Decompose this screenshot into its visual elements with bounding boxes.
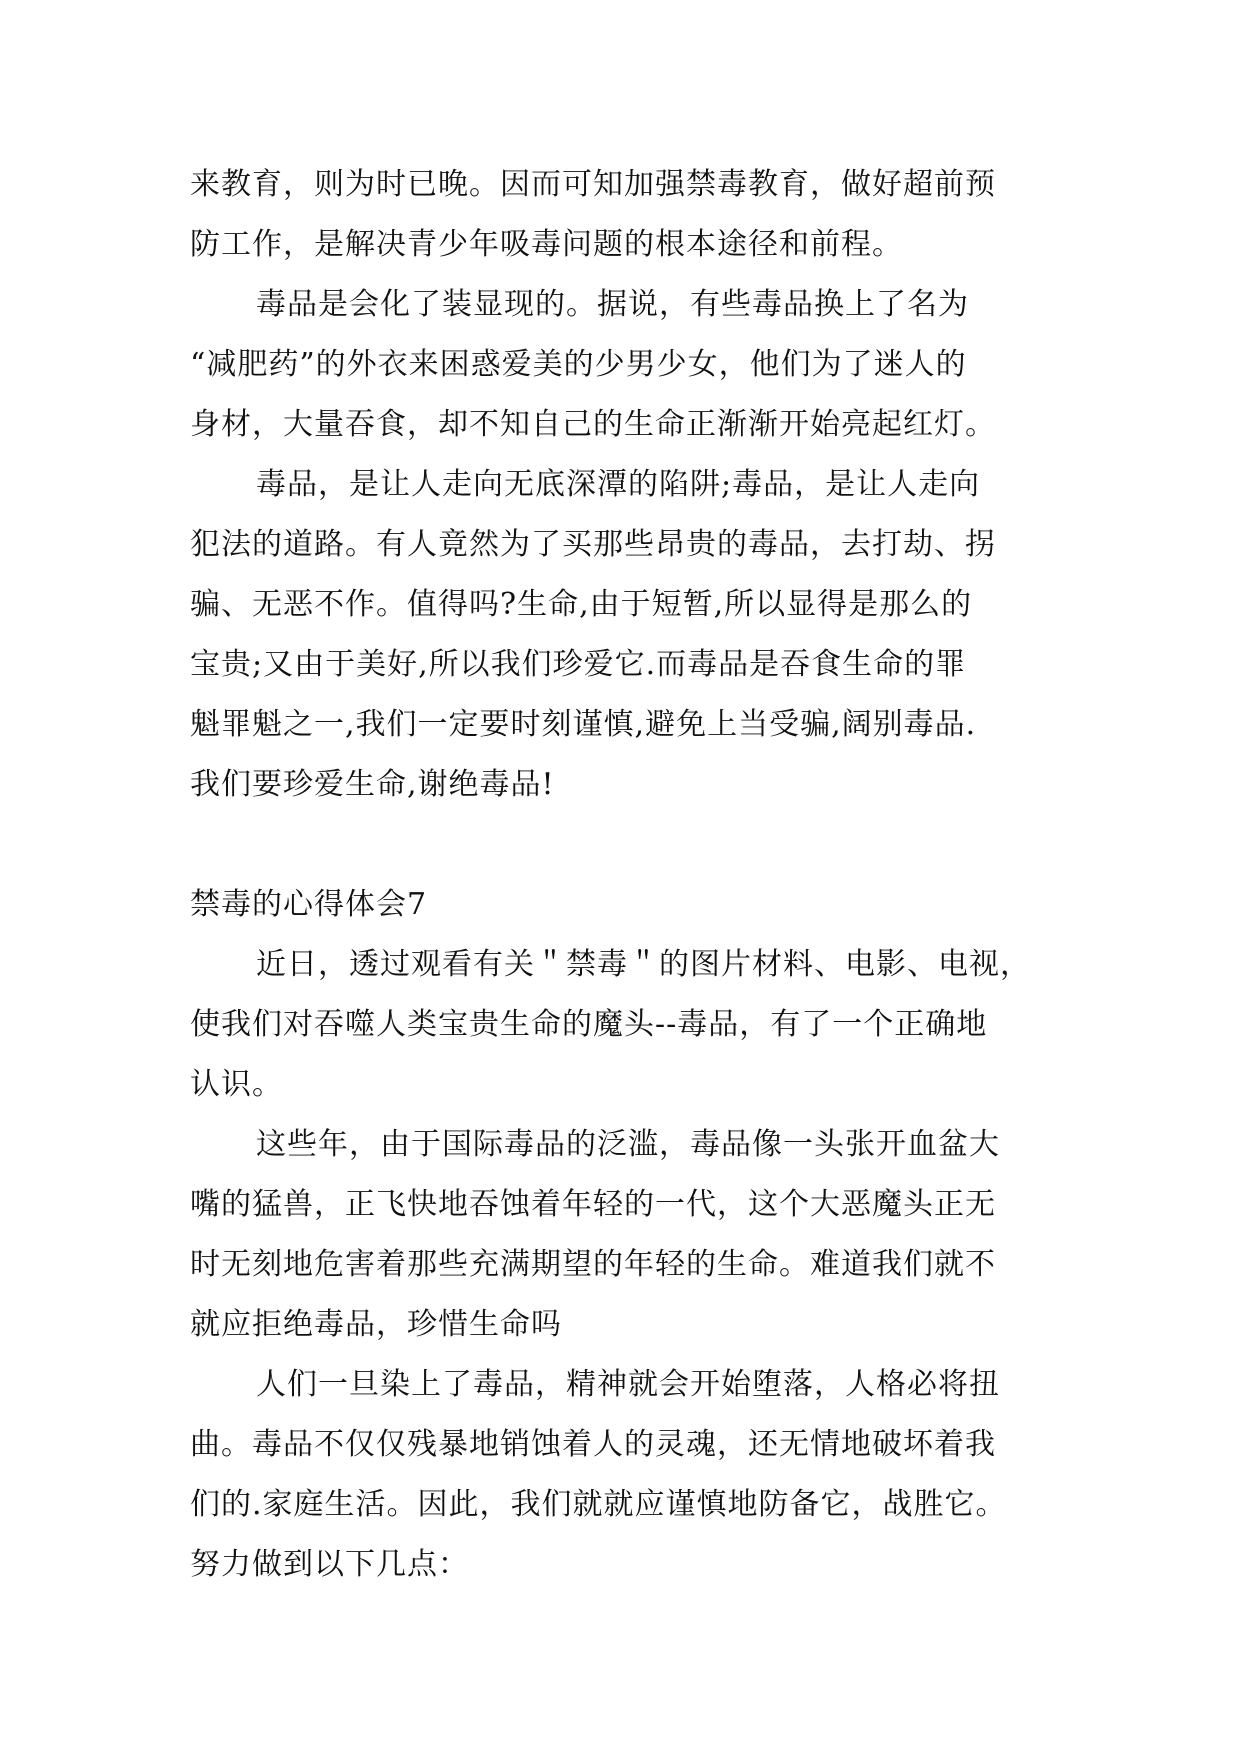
text-line: 防工作，是解决青少年吸毒问题的根本途径和前程。 bbox=[190, 227, 903, 262]
document-body bbox=[190, 155, 1060, 1595]
text-line: 近日，透过观看有关＂禁毒＂的图片材料、电影、电视， bbox=[256, 947, 1031, 982]
paragraph bbox=[190, 1355, 1060, 1595]
text-line: “减肥药”的外衣来困惑爱美的少男少女，他们为了迷人的 bbox=[190, 347, 967, 382]
text-line: 使我们对吞噬人类宝贵生命的魔头--毒品，有了一个正确地 bbox=[190, 1007, 988, 1042]
text-line: 人们一旦染上了毒品，精神就会开始堕落，人格必将扭 bbox=[256, 1367, 1000, 1402]
text-line: 努力做到以下几点： bbox=[190, 1547, 469, 1582]
section-title: 禁毒的心得体会7 bbox=[190, 887, 428, 922]
text-line: 身材，大量吞食，却不知自己的生命正渐渐开始亮起红灯。 bbox=[190, 407, 996, 442]
paragraph bbox=[190, 275, 1060, 455]
text-line: 时无刻地危害着那些充满期望的年轻的生命。难道我们就不 bbox=[190, 1247, 996, 1282]
text-line: 这些年，由于国际毒品的泛滥，毒品像一头张开血盆大 bbox=[256, 1127, 1000, 1162]
text-line: 毒品，是让人走向无底深潭的陷阱;毒品，是让人走向 bbox=[256, 467, 981, 502]
text-line: 来教育，则为时已晚。因而可知加强禁毒教育，做好超前预 bbox=[190, 167, 996, 202]
text-line: 魁罪魁之一,我们一定要时刻谨慎,避免上当受骗,阔别毒品. bbox=[190, 707, 977, 742]
text-line: 犯法的道路。有人竟然为了买那些昂贵的毒品，去打劫、拐 bbox=[190, 527, 996, 562]
text-line: 们的.家庭生活。因此，我们就就应谨慎地防备它，战胜它。 bbox=[190, 1487, 1007, 1522]
paragraph-continuation bbox=[190, 155, 1060, 275]
text-line: 毒品是会化了装显现的。据说，有些毒品换上了名为 bbox=[256, 287, 969, 322]
text-line: 宝贵;又由于美好,所以我们珍爱它.而毒品是吞食生命的罪 bbox=[190, 647, 967, 682]
section-gap bbox=[190, 815, 1060, 875]
paragraph bbox=[190, 1115, 1060, 1355]
text-line: 骗、无恶不作。值得吗?生命,由于短暂,所以显得是那么的 bbox=[190, 587, 973, 622]
text-line: 我们要珍爱生命,谢绝毒品! bbox=[190, 767, 555, 802]
paragraph bbox=[190, 455, 1060, 815]
text-line: 就应拒绝毒品，珍惜生命吗 bbox=[190, 1307, 562, 1342]
text-line: 嘴的猛兽，正飞快地吞蚀着年轻的一代，这个大恶魔头正无 bbox=[190, 1187, 996, 1222]
paragraph bbox=[190, 935, 1060, 1115]
text-line: 认识。 bbox=[190, 1067, 283, 1102]
text-line: 曲。毒品不仅仅残暴地销蚀着人的灵魂，还无情地破坏着我 bbox=[190, 1427, 996, 1462]
